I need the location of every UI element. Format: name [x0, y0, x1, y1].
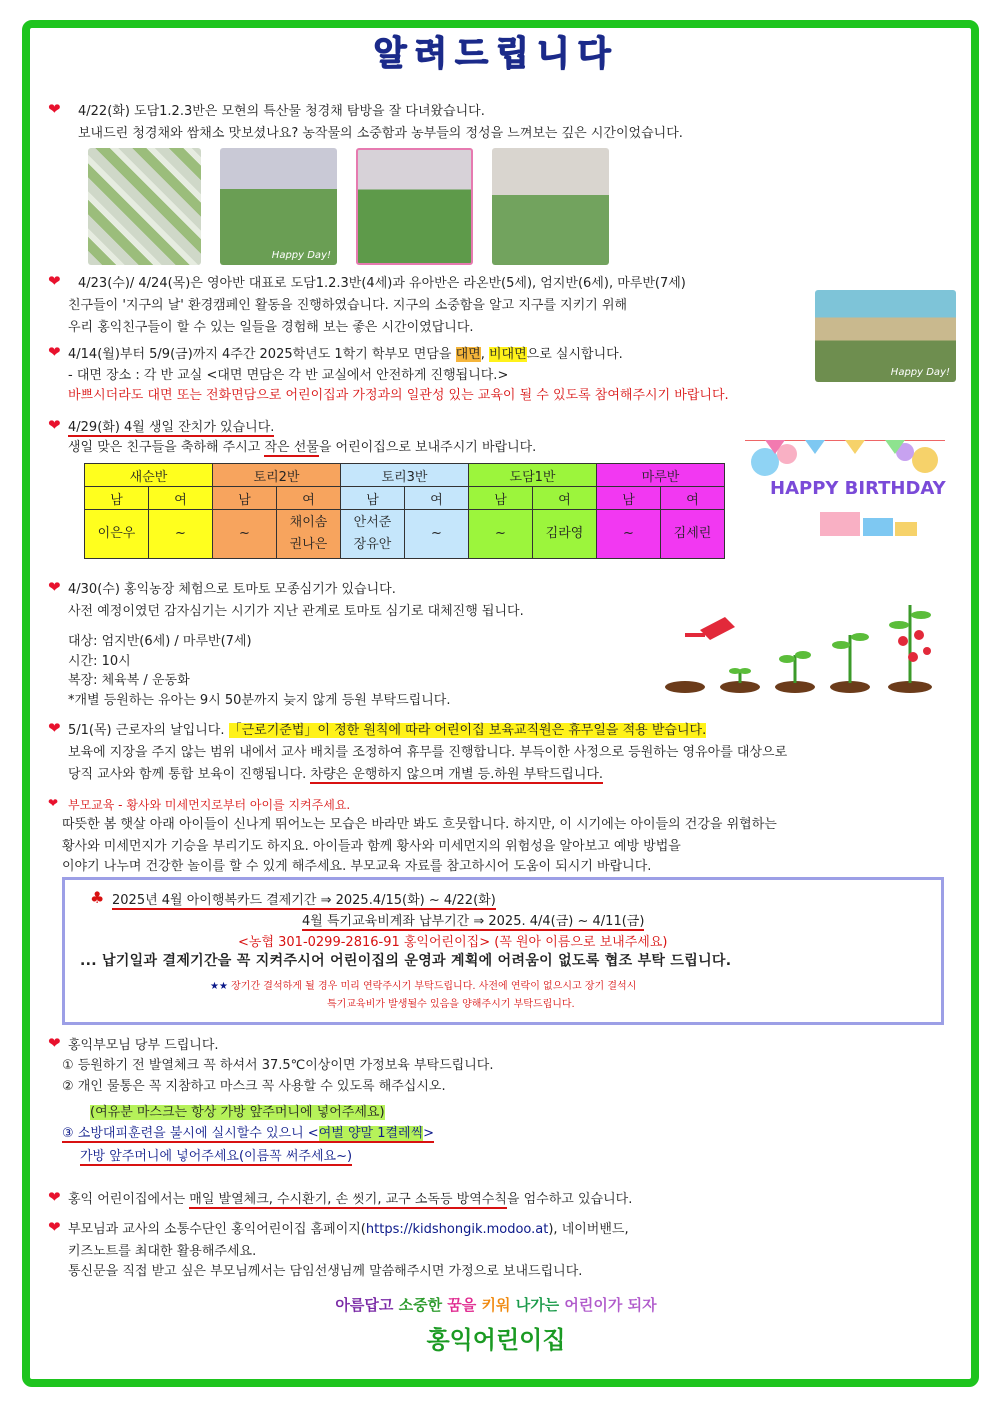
labor-law-highlight: 「근로기준법」이 정한 원칙에 따라 어린이집 보육교직원은 휴무일을 적용 받습니다. — [228, 723, 707, 738]
s7-line3: 이야기 나누며 건강한 놀이를 할 수 있게 해주세요. 부모교육 자료를 참고하시어 도움이 되시기 바랍니다. — [62, 859, 652, 874]
class-header: 마루반 — [597, 464, 725, 487]
non-face-highlight: 비대면 — [488, 347, 527, 362]
birthday-child-name: ~ — [175, 526, 186, 541]
s3-line3: 바쁘시더라도 대면 또는 전화면담으로 어린이집과 가정과의 일관성 있는 교육이 될 수 있도록 참여해주시기 바랍니다. — [68, 388, 729, 403]
s6-line2: 보육에 지장을 주지 않는 범위 내에서 교사 배치를 조정하여 휴무를 진행합니다. 부득이한 사정으로 등원하는 영유아를 대상으로 — [68, 745, 788, 760]
notice-line5: ★★ 장기간 결석하게 될 경우 미리 연락주시기 부탁드립니다. 사전에 연락이 없으시고 장기 결석시 — [210, 981, 637, 992]
heart-icon: ❤ — [48, 416, 61, 434]
gender-header: 남 — [469, 487, 533, 510]
heart-icon: ❤ — [48, 1218, 61, 1236]
class-header: 도담1반 — [469, 464, 597, 487]
star-icon: ★★ — [210, 981, 228, 992]
s4-line1: 4/29(화) 4월 생일 잔치가 있습니다. — [68, 420, 275, 435]
notice-line4: ... 납기일과 결제기간을 꼭 지켜주시어 어린이집의 운영과 계획에 어려움이 없도록 협조 부탁 드립니다. — [80, 953, 732, 969]
birthday-child-name: ~ — [623, 526, 634, 541]
page-title: 알려드립니다 — [373, 34, 619, 74]
photo-bokchoy-packs — [88, 148, 201, 265]
birthday-names-cell — [213, 510, 277, 559]
birthday-child-name: 채이솜 — [289, 515, 328, 530]
gender-header: 남 — [341, 487, 405, 510]
club-icon: ♣ — [90, 888, 105, 907]
s2-line3: 우리 홍익친구들이 할 수 있는 일들을 경험해 보는 좋은 시간이였답니다. — [68, 320, 474, 335]
heart-icon: ❤ — [48, 578, 61, 596]
homepage-link[interactable]: https://kidshongik.modoo.at — [365, 1222, 549, 1237]
photo-farm-children-3 — [492, 148, 609, 265]
s10-line3: 통신문을 직접 받고 싶은 부모님께서는 담임선생님께 말씀해주시면 가정으로 보내드립니다. — [68, 1264, 583, 1279]
birthday-child-name: ~ — [431, 526, 442, 541]
birthday-child-name: 김라영 — [545, 526, 584, 541]
slogan-word: 되자 — [627, 1296, 657, 1314]
heart-icon: ❤ — [48, 1188, 61, 1206]
gender-header: 남 — [597, 487, 661, 510]
school-name: 홍익어린이집 — [426, 1326, 566, 1354]
s1-line2: 보내드린 청경채와 쌈채소 맛보셨나요? 농작물의 소중함과 농부들의 정성을 느껴보는 깊은 시간이었습니다. — [78, 126, 683, 141]
class-header: 토리3반 — [341, 464, 469, 487]
slogan-word: 나가는 — [515, 1296, 565, 1314]
slogan-word: 어린이가 — [564, 1296, 628, 1314]
notice-line3: <농협 301-0299-2816-91 홍익어린이집> (꼭 원아 이름으로 보내주세요) — [238, 935, 668, 950]
slogan-word: 아름답고 — [335, 1296, 399, 1314]
s3-line2: - 대면 장소 : 각 반 교실 <대면 면담은 각 반 교실에서 안전하게 진행됩니다.> — [68, 368, 509, 383]
gender-header: 남 — [213, 487, 277, 510]
birthday-child-name: ~ — [495, 526, 506, 541]
birthday-names-cell — [661, 510, 725, 559]
birthday-names-cell — [469, 510, 533, 559]
birthday-banner-text: HAPPY BIRTHDAY — [770, 478, 946, 499]
birthday-names-cell — [85, 510, 149, 559]
tomato-growth-illustration — [665, 595, 945, 695]
s8-item1: ① 등원하기 전 발열체크 꼭 하셔서 37.5℃이상이면 가정보육 부탁드립니다. — [62, 1058, 494, 1073]
s3-line1: 4/14(월)부터 5/9(금)까지 4주간 2025학년도 1학기 학부모 면담을 대면, 비대면으로 실시합니다. — [68, 347, 623, 362]
s5-target: 대상: 엄지반(6세) / 마루반(7세) — [68, 634, 252, 649]
heart-icon: ❤ — [48, 1034, 61, 1052]
face-to-face-highlight: 대면 — [455, 347, 481, 362]
s2-line1: 4/23(수)/ 4/24(목)은 영아반 대표로 도담1.2.3반(4세)과 유아반은 라온반(5세), 엄지반(6세), 마루반(7세) — [78, 276, 686, 291]
birthday-child-name: 안서준 — [353, 515, 392, 530]
s8-item3: ③ 소방대피훈련을 불시에 실시할수 있으니 <여벌 양말 1켤레씩> — [62, 1126, 435, 1141]
s5-line2: 사전 예정이였던 감자심기는 시기가 지난 관계로 토마토 심기로 대체진행 됩니다. — [68, 604, 524, 619]
gender-header: 여 — [405, 487, 469, 510]
birthday-child-name: 김세린 — [673, 526, 712, 541]
s5-line1: 4/30(수) 홍익농장 체험으로 토마토 모종심기가 있습니다. — [68, 582, 396, 597]
s4-line2: 생일 맞은 친구들을 축하해 주시고 작은 선물을 어린이집으로 보내주시기 바랍니다. — [68, 440, 537, 455]
photo-caption: Happy Day! — [890, 367, 950, 378]
s8-item3-line2: 가방 앞주머니에 넣어주세요(이름꼭 써주세요~) — [80, 1149, 353, 1164]
notice-line6: 특기교육비가 발생될수 있음을 양해주시기 부탁드립니다. — [327, 999, 575, 1010]
s6-line3: 당직 교사와 함께 통합 보육이 진행됩니다. 차량은 운행하지 않으며 개별 등.하원 부탁드립니다. — [68, 767, 604, 782]
gender-header: 남 — [85, 487, 149, 510]
slogan-word: 소중한 — [398, 1296, 448, 1314]
heart-icon: ❤ — [48, 796, 59, 810]
s8-item2: ② 개인 물통은 꼭 지참하고 마스크 꼭 사용할 수 있도록 해주십시오. — [62, 1079, 446, 1094]
birthday-names-cell — [341, 510, 405, 559]
s7-line2: 황사와 미세먼지가 기승을 부리기도 하지요. 아이들과 함께 황사와 미세먼지의 위험성을 알아보고 예방 방법을 — [62, 839, 681, 854]
heart-icon: ❤ — [48, 100, 61, 118]
s2-line2: 친구들이 '지구의 날' 환경캠페인 활동을 진행하였습니다. 지구의 소중함을 알고 지구를 지키기 위해 — [68, 298, 628, 313]
birthday-table — [84, 463, 725, 559]
birthday-child-name: ~ — [239, 526, 250, 541]
s5-dress: 복장: 체육복 / 운동화 — [68, 673, 190, 688]
gender-header: 여 — [661, 487, 725, 510]
s8-head: 홍익부모님 당부 드립니다. — [68, 1038, 219, 1053]
birthday-child-name: 권나은 — [289, 537, 328, 552]
s9-line: 홍익 어린이집에서는 매일 발열체크, 수시환기, 손 씻기, 교구 소독등 방역수칙을 엄수하고 있습니다. — [68, 1192, 633, 1207]
s1-line1: 4/22(화) 도담1.2.3반은 모현의 특산물 청경채 탐방을 잘 다녀왔습니다. — [78, 104, 485, 119]
slogan-word: 꿈을 — [447, 1296, 482, 1314]
birthday-child-name: 장유안 — [353, 537, 392, 552]
photo-farm-children-2 — [356, 148, 473, 265]
photo-farm-children-1 — [220, 148, 337, 265]
s10-line2: 키즈노트를 최대한 활용해주세요. — [68, 1244, 257, 1259]
heart-icon: ❤ — [48, 719, 61, 737]
heart-icon: ❤ — [48, 343, 61, 361]
birthday-names-cell — [533, 510, 597, 559]
photo-caption: Happy Day! — [271, 250, 331, 261]
s6-line1: 5/1(목) 근로자의 날입니다. 「근로기준법」이 정한 원칙에 따라 어린이집 보육교직원은 휴무일을 적용 받습니다. — [68, 723, 707, 738]
photo-earth-day-campaign — [815, 290, 956, 382]
notice-line2: 4월 특기교육비계좌 납부기간 ⇒ 2025. 4/4(금) ~ 4/11(금) — [302, 914, 645, 929]
class-header: 토리2반 — [213, 464, 341, 487]
gender-header: 여 — [533, 487, 597, 510]
s5-time: 시간: 10시 — [68, 654, 131, 669]
slogan — [0, 1294, 992, 1315]
s10-line1: 부모님과 교사의 소통수단인 홍익어린이집 홈페이지(https://kidshongik.modoo.at), 네이버밴드, — [68, 1222, 629, 1237]
class-header: 새순반 — [85, 464, 213, 487]
birthday-child-name: 이은우 — [97, 526, 136, 541]
birthday-names-cell — [597, 510, 661, 559]
s8-mask: (여유분 마스크는 항상 가방 앞주머니에 넣어주세요) — [90, 1105, 385, 1120]
slogan-word: 키워 — [481, 1296, 516, 1314]
birthday-names-cell — [405, 510, 469, 559]
birthday-names-cell — [149, 510, 213, 559]
heart-icon: ❤ — [48, 272, 61, 290]
s5-note: *개별 등원하는 유아는 9시 50분까지 늦지 않게 등원 부탁드립니다. — [68, 693, 451, 708]
birthday-names-cell — [277, 510, 341, 559]
gender-header: 여 — [277, 487, 341, 510]
notice-line1: 2025년 4월 아이행복카드 결제기간 ⇒ 2025.4/15(화) ~ 4/22(화) — [112, 893, 496, 908]
gender-header: 여 — [149, 487, 213, 510]
s7-head: 부모교육 - 황사와 미세먼지로부터 아이를 지켜주세요. — [68, 798, 351, 812]
s7-line1: 따뜻한 봄 햇살 아래 아이들이 신나게 뛰어노는 모습은 바라만 봐도 흐뭇합니다. 하지만, 이 시기에는 아이들의 건강을 위협하는 — [62, 817, 777, 832]
